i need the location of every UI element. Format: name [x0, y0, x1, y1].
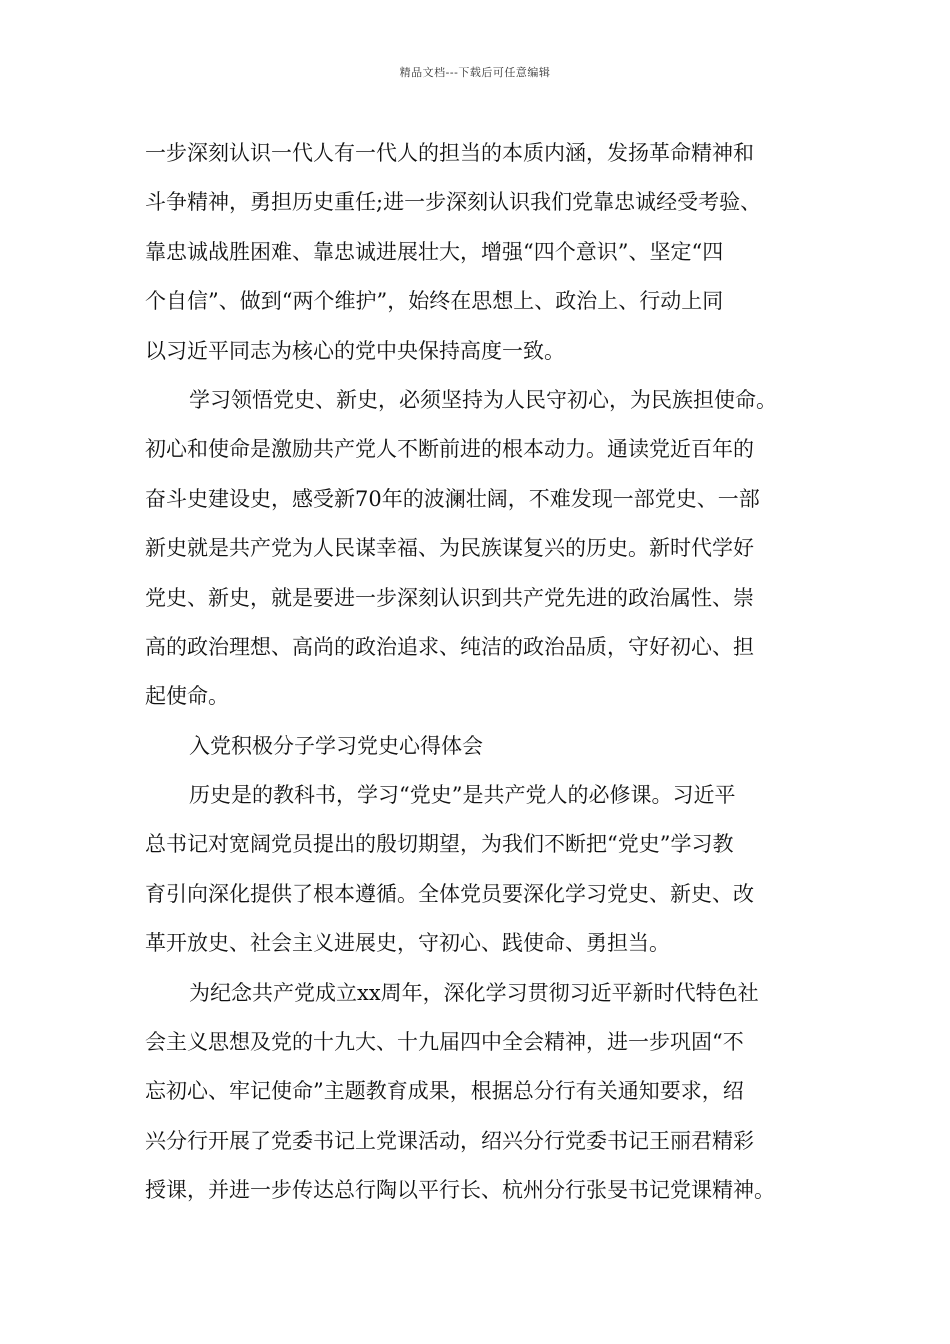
section-heading: 入党积极分子学习党史心得体会	[189, 733, 483, 758]
text-line: 靠忠诚战胜困难、靠忠诚进展壮大，增强“四个意识”、坚定“四	[145, 239, 724, 264]
text-line: 革开放史、社会主义进展史，守初心、践使命、勇担当。	[145, 931, 670, 956]
text-line: 育引向深化提供了根本遵循。全体党员要深化学习党史、新史、改	[145, 881, 754, 906]
text-line: 会主义思想及党的十九大、十九届四中全会精神，进一步巩固“不	[145, 1030, 744, 1055]
text-line: 以习近平同志为核心的党中央保持高度一致。	[145, 338, 565, 363]
text-line: 新史就是共产党为人民谋幸福、为民族谋复兴的历史。新时代学好	[145, 536, 754, 561]
text-line: 授课，并进一步传达总行陶以平行长、杭州分行张旻书记党课精神。	[145, 1178, 775, 1203]
text-line: 为纪念共产党成立xx周年，深化学习贯彻习近平新时代特色社	[189, 980, 759, 1005]
text-line: 忘初心、牢记使命”主题教育成果，根据总分行有关通知要求，绍	[145, 1079, 744, 1104]
page-header: 精品文档---下载后可任意编辑	[399, 66, 551, 79]
text-line: 总书记对宽阔党员提出的殷切期望，为我们不断把“党史”学习教	[145, 832, 734, 857]
text-line: 斗争精神，勇担历史重任;进一步深刻认识我们党靠忠诚经受考验、	[145, 190, 762, 215]
text-line: 学习领悟党史、新史，必须坚持为人民守初心，为民族担使命。	[189, 387, 777, 412]
text-line: 起使命。	[145, 684, 229, 709]
text-line: 兴分行开展了党委书记上党课活动，绍兴分行党委书记王丽君精彩	[145, 1128, 754, 1153]
text-line: 个自信”、做到“两个维护”，始终在思想上、政治上、行动上同	[145, 289, 724, 314]
document-body	[145, 129, 810, 1216]
text-line: 历史是的教科书，学习“党史”是共产党人的必修课。习近平	[189, 783, 736, 808]
text-line: 高的政治理想、高尚的政治追求、纯洁的政治品质，守好初心、担	[145, 634, 754, 659]
text-line: 党史、新史，就是要进一步深刻认识到共产党先进的政治属性、崇	[145, 585, 754, 610]
text-line: 初心和使命是激励共产党人不断前进的根本动力。通读党近百年的	[145, 437, 754, 462]
text-line: 一步深刻认识一代人有一代人的担当的本质内涵，发扬革命精神和	[145, 141, 754, 165]
text-line: 奋斗史建设史，感受新70年的波澜壮阔，不难发现一部党史、一部	[145, 486, 760, 511]
